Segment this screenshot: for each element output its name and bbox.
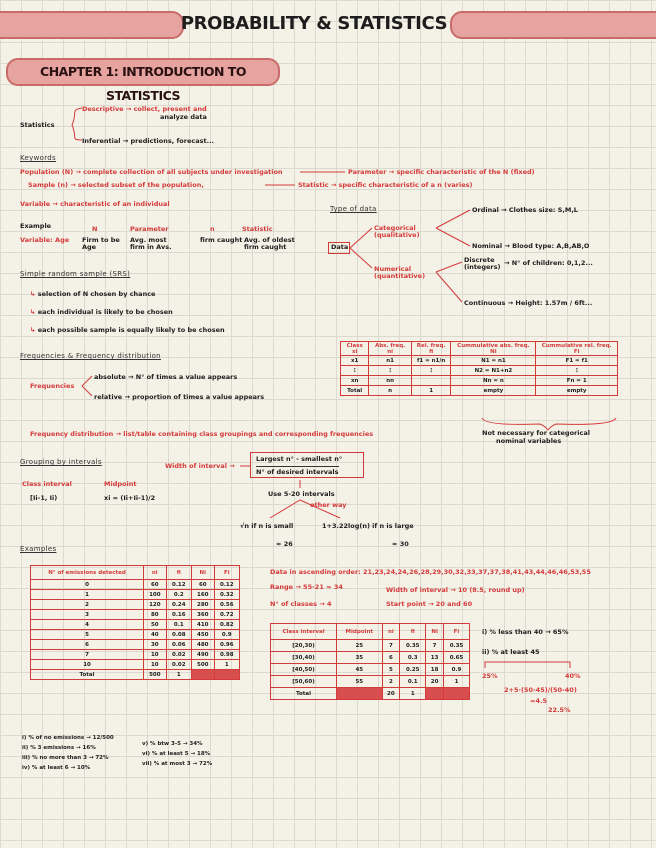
table-cell: 4 <box>31 620 144 630</box>
frequency-table <box>340 341 618 396</box>
question-2-a: 25% <box>482 672 498 680</box>
table-cell: 100 <box>144 590 167 600</box>
question-2-b: 40% <box>565 672 581 680</box>
table-cell: 0 <box>31 580 144 590</box>
example-c4b: firm caught <box>244 243 287 251</box>
srs-line-2 <box>30 308 173 316</box>
example-heading: Example <box>20 222 52 230</box>
categorical-label: Categorical <box>374 224 416 232</box>
table-header-cell: Cummulative abs. freq. Ni <box>451 342 536 356</box>
parameter-def: Parameter → specific characteristic of the N (fixed) <box>348 168 535 176</box>
srs-line-3 <box>30 326 225 334</box>
example-variable: Variable: Age <box>20 236 70 244</box>
notes-left <box>22 734 114 774</box>
table-cell: 410 <box>192 620 215 630</box>
table-cell: 280 <box>192 600 215 610</box>
table-header-cell: Class interval <box>271 624 337 640</box>
table-cell: 25 <box>337 640 382 652</box>
option-large-value: ≈ 30 <box>392 540 409 548</box>
table-cell: 80 <box>144 610 167 620</box>
table-cell: 0.9 <box>214 630 239 640</box>
table-row <box>31 620 240 630</box>
table-cell: 0.32 <box>214 590 239 600</box>
example-N: N <box>92 225 98 233</box>
table-cell: 0.82 <box>214 620 239 630</box>
table-cell: 1 <box>400 688 426 700</box>
table-cell: 0.2 <box>166 590 191 600</box>
emissions-table-body <box>31 580 240 680</box>
table-cell <box>214 670 239 680</box>
table-row <box>341 376 618 386</box>
table-cell: 7 <box>426 640 444 652</box>
table-cell <box>411 376 451 386</box>
table-cell: 6 <box>382 652 400 664</box>
ascending-data <box>270 568 591 576</box>
table-cell: empty <box>451 386 536 396</box>
table-cell: 500 <box>144 670 167 680</box>
table-row <box>31 590 240 600</box>
example-parameter: Parameter <box>130 225 169 233</box>
relative-freq: relative → proportion of times a value appears <box>94 393 265 401</box>
table-cell: 0.1 <box>400 676 426 688</box>
table-cell: ⋮ <box>411 366 451 376</box>
table-header-cell: Fi <box>214 566 239 580</box>
question-2-e: 22.5% <box>548 706 571 714</box>
numerical-label: Numerical <box>374 265 412 273</box>
table-cell <box>192 670 215 680</box>
table-cell: [30,40) <box>271 652 337 664</box>
table-cell <box>426 688 444 700</box>
table-row <box>31 650 240 660</box>
table-cell: Total <box>31 670 144 680</box>
table-row <box>31 640 240 650</box>
table-cell: N2 = N1+n2 <box>451 366 536 376</box>
table-cell: Fn = 1 <box>536 376 618 386</box>
table-cell: 0.98 <box>214 650 239 660</box>
freq-note: Not necessary for categorical <box>482 429 590 437</box>
table-cell: 60 <box>192 580 215 590</box>
freq-table-body <box>341 356 618 396</box>
table-cell: 480 <box>192 640 215 650</box>
ascending-data-text: Data in ascending order: 21,23,24,24,26,28,29,30,32,33,37,37,38,41,43,44,46,46,53,55 <box>270 568 591 576</box>
table-cell: 1 <box>443 676 469 688</box>
table-row <box>271 640 470 652</box>
table-cell: Total <box>341 386 369 396</box>
frequency-distribution <box>30 430 373 438</box>
option-large-n: 1+3.22log(n) if n is large <box>322 522 414 530</box>
table-cell: 160 <box>192 590 215 600</box>
inferential-label: Inferential → predictions, forecast... <box>82 137 215 145</box>
table-cell: 450 <box>192 630 215 640</box>
table-cell: 0.72 <box>214 610 239 620</box>
table-cell: 0.16 <box>166 610 191 620</box>
table-row <box>31 580 240 590</box>
table-cell <box>443 688 469 700</box>
table-header-cell: ni <box>144 566 167 580</box>
srs-bullet-2: ↳ <box>30 308 38 316</box>
freq-table-header <box>341 342 618 356</box>
table-cell: 2 <box>382 676 400 688</box>
table-row <box>31 630 240 640</box>
table-cell: 13 <box>426 652 444 664</box>
table-row <box>341 366 618 376</box>
table-cell: Total <box>271 688 337 700</box>
note-line: ii) % 3 emissions → 16% <box>22 745 96 751</box>
example-c2b: firm in Avs. <box>130 243 172 251</box>
table-cell: 0.35 <box>400 640 426 652</box>
option-small-value: ≈ 26 <box>276 540 293 548</box>
table-cell: 18 <box>426 664 444 676</box>
table-cell: f1 = n1/n <box>411 356 451 366</box>
table-header-cell: Class xi <box>341 342 369 356</box>
example-c4: Avg. of oldest <box>244 236 295 244</box>
example-n: n <box>210 225 215 233</box>
emissions-table <box>30 565 240 680</box>
table-cell: 5 <box>31 630 144 640</box>
range-text: Range → 55-21 = 34 <box>270 583 343 591</box>
table-header-cell: ni <box>382 624 400 640</box>
table-cell: Nn = n <box>451 376 536 386</box>
table-cell: xn <box>341 376 369 386</box>
note-line: iii) % no more than 3 → 72% <box>22 755 109 761</box>
discrete-example: → N° of children: 0,1,2... <box>504 259 593 267</box>
table-cell: 7 <box>382 640 400 652</box>
option-small-n: √n if n is small <box>240 522 294 530</box>
interval-table-body <box>271 640 470 700</box>
table-cell: 0.56 <box>214 600 239 610</box>
note-line: v) % btw 3-5 → 34% <box>142 741 203 747</box>
table-cell: N1 = n1 <box>451 356 536 366</box>
table-cell: 20 <box>382 688 400 700</box>
srs-text-3: each possible sample is equally likely to be chosen <box>37 326 225 334</box>
table-cell: 0.3 <box>400 652 426 664</box>
note-line: vii) % at most 3 → 72% <box>142 761 213 767</box>
variable-def: Variable → characteristic of an individual <box>20 200 170 208</box>
table-cell: 0.65 <box>443 652 469 664</box>
table-cell: 0.24 <box>166 600 191 610</box>
type-of-data-heading: Type of data <box>330 205 377 213</box>
table-cell: 1 <box>31 590 144 600</box>
keywords-heading: Keywords <box>20 154 56 162</box>
table-cell: 0.9 <box>443 664 469 676</box>
nominal-item: Nominal → Blood type: A,B,AB,O <box>472 242 590 250</box>
discrete-item: Discrete <box>464 256 495 264</box>
table-cell: 10 <box>144 660 167 670</box>
table-cell: 20 <box>426 676 444 688</box>
table-cell: 40 <box>144 630 167 640</box>
table-cell: 7 <box>31 650 144 660</box>
table-cell: n1 <box>369 356 412 366</box>
table-row <box>271 688 470 700</box>
table-cell: 0.35 <box>443 640 469 652</box>
table-cell: 2 <box>31 600 144 610</box>
question-2-c: 2+5·(50-45)/(50-40) <box>504 686 577 694</box>
table-cell: 50 <box>144 620 167 630</box>
discrete-sub: (integers) <box>464 263 501 271</box>
table-cell: 1 <box>166 670 191 680</box>
table-header-cell: Cummulative rel. freq. Fi <box>536 342 618 356</box>
table-row <box>31 660 240 670</box>
categorical-sub: (qualitative) <box>374 231 420 239</box>
page-title: PROBABILITY & STATISTICS <box>180 13 448 34</box>
descriptive-text: Descriptive → collect, present and <box>82 105 207 113</box>
example-c1: Firm to be <box>82 236 120 244</box>
frequency-distribution-text: Frequency distribution → list/table containing class groupings and corresponding frequencies <box>30 430 374 438</box>
population-def: Population (N) → complete collection of all subjects under investigation <box>20 168 283 176</box>
notes-right <box>142 740 212 770</box>
continuous-item: Continuous → Height: 1.57m / 6ft... <box>464 299 593 307</box>
sample-def: Sample (n) → selected subset of the population, <box>28 181 204 189</box>
question-1: i) % less than 40 → 65% <box>482 628 569 636</box>
table-cell: 0.02 <box>166 660 191 670</box>
srs-bullet-1: ↳ <box>30 290 38 298</box>
table-row <box>271 664 470 676</box>
classes-text: N° of classes → 4 <box>270 600 332 608</box>
table-row <box>341 356 618 366</box>
table-header-cell: Rel. freq. fi <box>411 342 451 356</box>
examples-heading: Examples <box>20 545 57 553</box>
statistic-def: Statistic → specific characteristic of a n (varies) <box>298 181 473 189</box>
table-cell: nn <box>369 376 412 386</box>
table-header-cell: fi <box>400 624 426 640</box>
data-root: Data <box>331 243 349 251</box>
width-formula-top: Largest n° - smallest n° <box>256 455 343 463</box>
table-header-cell: Ni <box>192 566 215 580</box>
numerical-sub: (quantitative) <box>374 272 426 280</box>
table-cell: 0.02 <box>166 650 191 660</box>
example-c2: Avg. most <box>130 236 167 244</box>
table-cell: 60 <box>144 580 167 590</box>
table-cell: 0.25 <box>400 664 426 676</box>
table-row <box>341 386 618 396</box>
note-line: iv) % at least 6 → 10% <box>22 765 91 771</box>
table-cell: ⋮ <box>341 366 369 376</box>
table-cell: 0.08 <box>166 630 191 640</box>
width-label: Width of interval → <box>165 462 235 470</box>
table-cell: 30 <box>144 640 167 650</box>
example-c3: firm caught <box>200 236 243 244</box>
table-cell: 120 <box>144 600 167 610</box>
table-cell: 490 <box>192 650 215 660</box>
example-c1b: Age <box>82 243 97 251</box>
table-header-cell: Abs. freq. ni <box>369 342 412 356</box>
srs-line-1 <box>30 290 155 298</box>
table-header-cell: fi <box>166 566 191 580</box>
table-cell: [40,50) <box>271 664 337 676</box>
table-cell: 0.12 <box>214 580 239 590</box>
table-cell: ⋮ <box>369 366 412 376</box>
table-header-cell: Ni <box>426 624 444 640</box>
note-line: vi) % at least 5 → 18% <box>142 751 211 757</box>
table-cell: 45 <box>337 664 382 676</box>
table-cell: 10 <box>144 650 167 660</box>
srs-heading: Simple random sample (SRS) <box>20 270 131 278</box>
srs-bullet-3: ↳ <box>30 326 38 334</box>
table-cell: [50,60) <box>271 676 337 688</box>
absolute-freq: absolute → N° of times a value appears <box>94 373 238 381</box>
table-cell: ⋮ <box>536 366 618 376</box>
table-cell: 6 <box>31 640 144 650</box>
table-cell: empty <box>536 386 618 396</box>
table-cell: 55 <box>337 676 382 688</box>
table-cell: F1 = f1 <box>536 356 618 366</box>
table-cell: x1 <box>341 356 369 366</box>
width-formula-bottom: N° of desired intervals <box>256 468 339 476</box>
table-row <box>271 676 470 688</box>
start-text: Start point → 20 and 60 <box>386 600 473 608</box>
table-cell: 360 <box>192 610 215 620</box>
table-cell: [20,30) <box>271 640 337 652</box>
descriptive-label <box>82 105 207 113</box>
table-cell: 10 <box>31 660 144 670</box>
table-cell <box>337 688 382 700</box>
midpoint-label: Midpoint <box>104 480 137 488</box>
frequencies-heading: Frequencies & Frequency distribution <box>20 352 161 360</box>
example-statistic: Statistic <box>242 225 273 233</box>
table-cell: 3 <box>31 610 144 620</box>
table-header-cell: N° of emissions detected <box>31 566 144 580</box>
srs-text-1: selection of N chosen by chance <box>37 290 156 298</box>
statistics-root: Statistics <box>20 121 55 129</box>
frequencies-label: Frequencies <box>30 382 75 390</box>
interval-table <box>270 623 470 700</box>
table-header-cell: Midpoint <box>337 624 382 640</box>
freq-note-cont: nominal variables <box>496 437 562 445</box>
midpoint-value: xi = (Ii+Ii-1)/2 <box>104 494 156 502</box>
table-cell: 0.12 <box>166 580 191 590</box>
table-cell: n <box>369 386 412 396</box>
question-2: ii) % at least 45 <box>482 648 540 656</box>
interval-table-header <box>271 624 470 640</box>
emissions-table-header <box>31 566 240 580</box>
table-row <box>31 670 240 680</box>
table-row <box>271 652 470 664</box>
table-cell: 0.1 <box>166 620 191 630</box>
srs-text-2: each individual is likely to be chosen <box>37 308 173 316</box>
class-interval-label: Class interval <box>22 480 72 488</box>
use-intervals: Use 5-20 intervals <box>268 490 335 498</box>
table-cell: 500 <box>192 660 215 670</box>
table-cell: 0.96 <box>214 640 239 650</box>
width-text: Width of interval → 10 (8.5, round up) <box>386 586 525 594</box>
ordinal-item: Ordinal → Clothes size: S,M,L <box>472 206 578 214</box>
question-2-d: =4.5 <box>530 697 547 705</box>
chapter-title: CHAPTER 1: INTRODUCTION TO STATISTICS <box>6 58 280 86</box>
table-header-cell: Fi <box>443 624 469 640</box>
table-cell: 5 <box>382 664 400 676</box>
table-cell: 1 <box>411 386 451 396</box>
descriptive-cont: analyze data <box>160 113 207 121</box>
other-way: other way <box>310 501 347 509</box>
note-line: i) % of no emissions → 12/500 <box>22 735 114 741</box>
table-cell: 35 <box>337 652 382 664</box>
grouping-heading: Grouping by intervals <box>20 458 102 466</box>
table-row <box>31 610 240 620</box>
class-interval-value: [Ii-1, Ii) <box>30 494 58 502</box>
table-cell: 0.06 <box>166 640 191 650</box>
table-row <box>31 600 240 610</box>
table-cell: 1 <box>214 660 239 670</box>
